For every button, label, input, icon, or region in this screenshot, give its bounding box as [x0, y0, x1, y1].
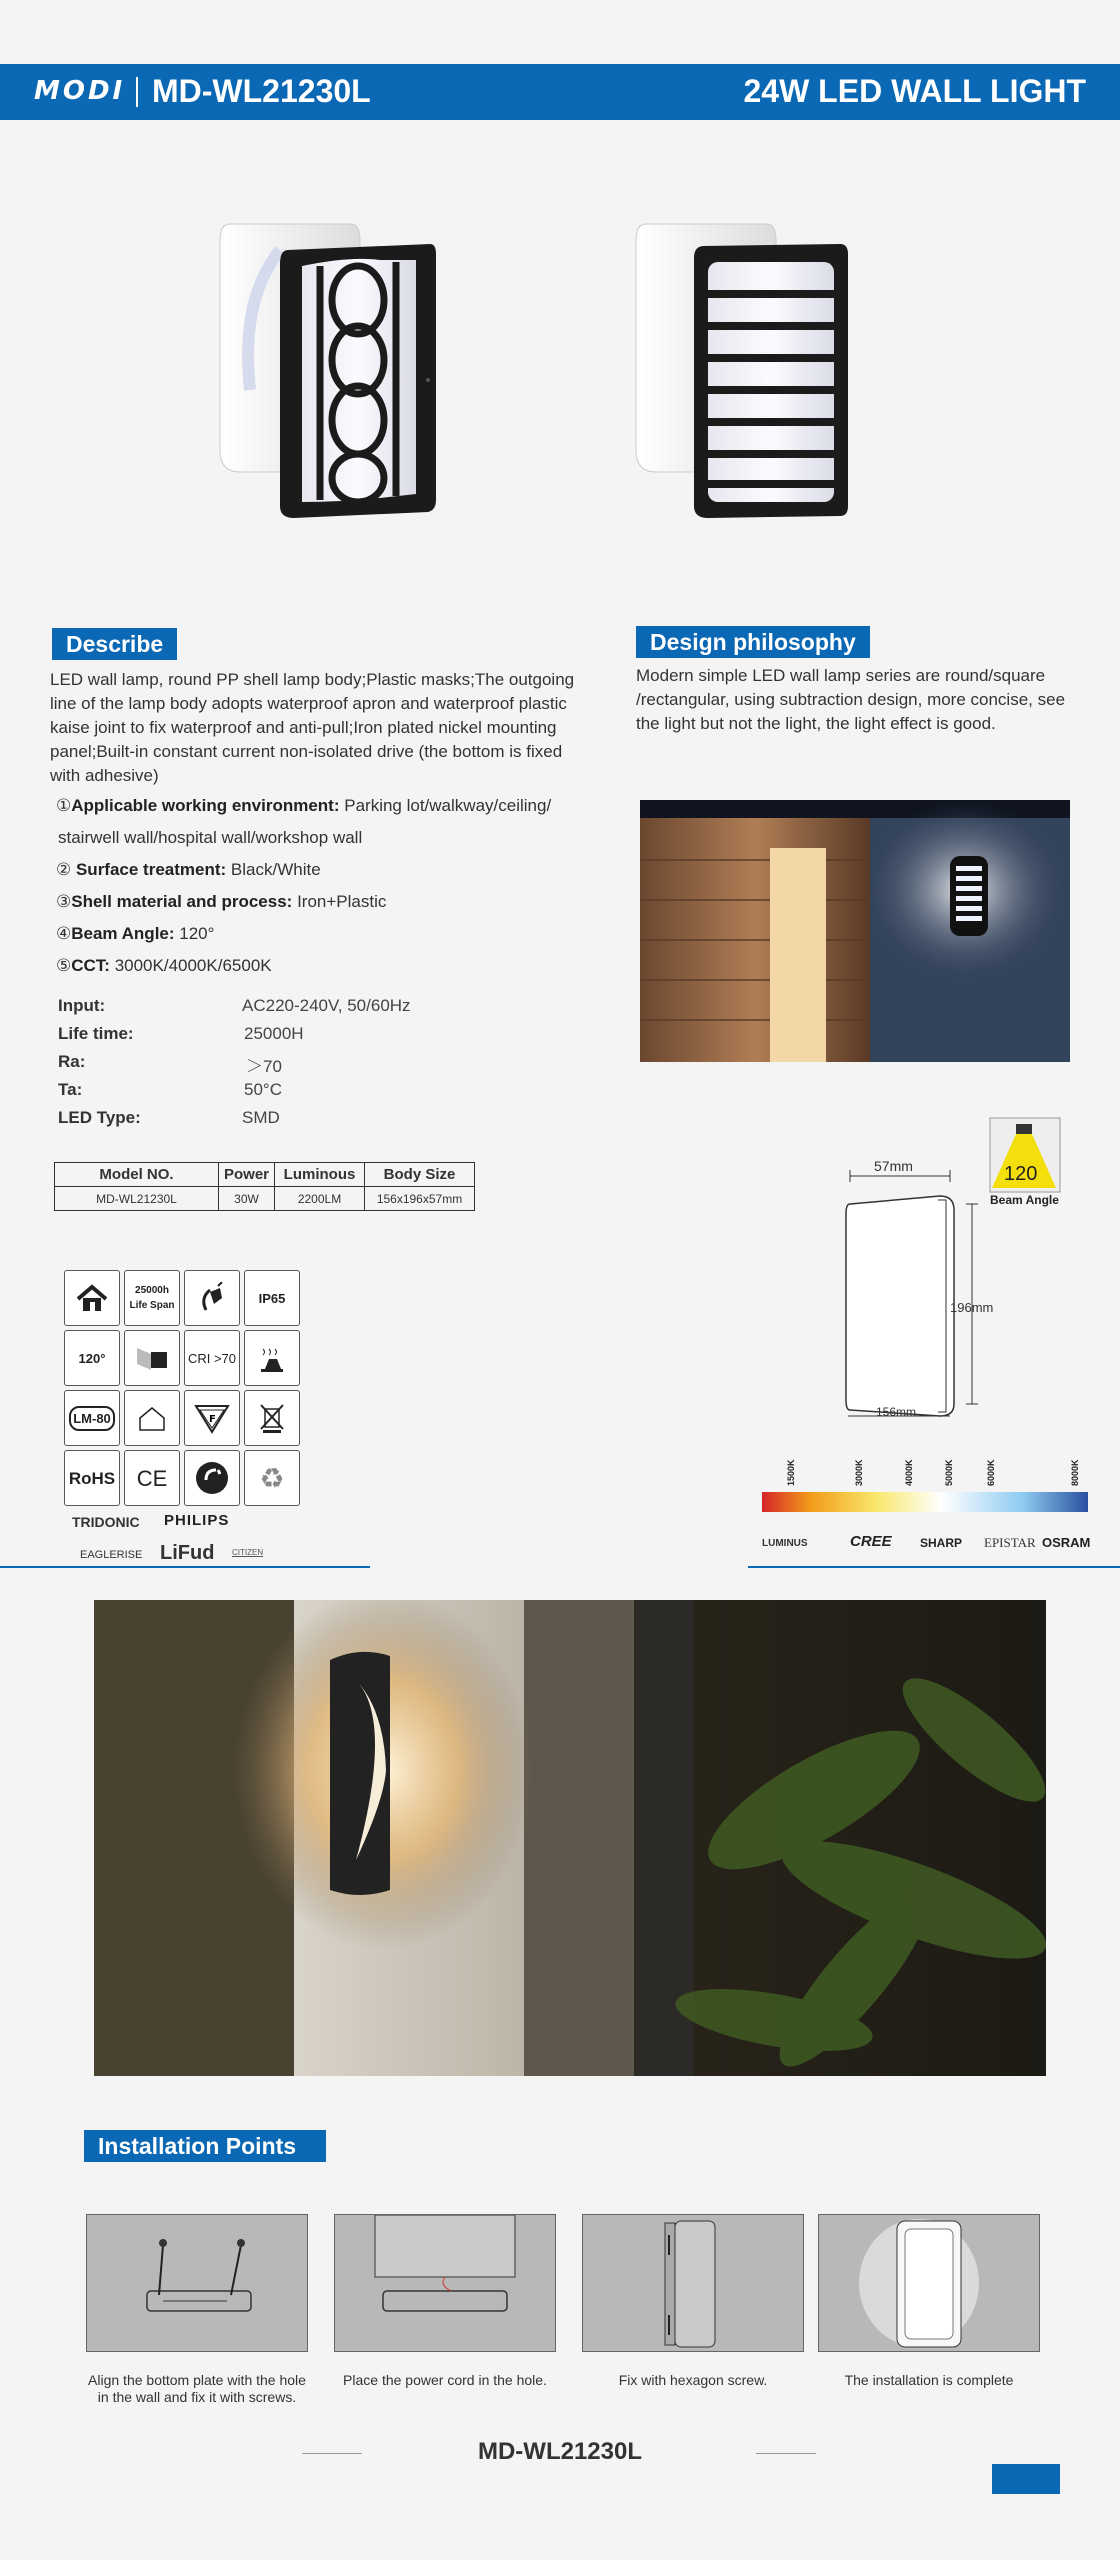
ce-icon: CE	[124, 1450, 180, 1506]
svg-text:F: F	[209, 1414, 216, 1425]
brand-philips: PHILIPS	[164, 1512, 230, 1529]
design-text: Modern simple LED wall lamp series are round/square /rectangular, using subtraction design, more concise, see the light but not the light, the light effect is good.	[636, 666, 1066, 733]
install-step-1-caption: Align the bottom plate with the hole in the wall and fix it with screws.	[88, 2372, 306, 2405]
spec-row: Ra: ＞70	[58, 1052, 282, 1076]
svg-text:156mm: 156mm	[876, 1405, 917, 1419]
left-divider	[0, 1566, 370, 1568]
table-header: Luminous	[275, 1163, 365, 1187]
heat-icon	[244, 1330, 300, 1386]
cct-tick: 5000K	[944, 1459, 954, 1486]
feature-item: stairwell wall/hospital wall/workshop wall	[58, 828, 363, 847]
spec-list	[58, 996, 478, 1136]
feature-item: ② Surface treatment: Black/White	[56, 860, 321, 879]
product-image-black-stripes	[626, 210, 866, 530]
application-photo	[640, 800, 1070, 1062]
cri-icon: CRI >70	[184, 1330, 240, 1386]
ip65-icon: IP65	[244, 1270, 300, 1326]
ctick-icon	[184, 1450, 240, 1506]
cct-tick: 3000K	[854, 1459, 864, 1486]
installation-heading: Installation Points	[84, 2130, 326, 2162]
describe-heading: Describe	[52, 628, 177, 660]
lifestyle-photo	[94, 1600, 1046, 2076]
brand-epistar: EPISTAR	[984, 1535, 1036, 1550]
footer-line-left	[302, 2453, 362, 2454]
model-table	[54, 1162, 475, 1211]
describe-text: LED wall lamp, round PP shell lamp body;Plastic masks;The outgoing line of the lamp body adopts waterproof apron and waterproof plastic kaise joint to fix waterproof and anti-pull;Iron plated nickel mounting panel;Built-in constant current non-isolated drive (the bottom is fixed with adhesive)	[50, 670, 575, 785]
install-step-4-image	[818, 2214, 1040, 2352]
svg-text:57mm: 57mm	[874, 1158, 913, 1174]
life-span-icon: 25000h Life Span	[124, 1270, 180, 1326]
f-mark-icon	[184, 1390, 240, 1446]
header-model: MD-WL21230L	[152, 73, 371, 109]
table-cell: 2200LM	[275, 1187, 365, 1211]
table-header: Model NO.	[55, 1163, 219, 1187]
brand-sharp: SHARP	[920, 1536, 963, 1550]
product-image-black-oval	[210, 210, 450, 530]
lm80-icon: LM-80	[64, 1390, 120, 1446]
brand-lifud: LiFud	[160, 1542, 215, 1564]
house-icon	[64, 1270, 120, 1326]
svg-text:196mm: 196mm	[950, 1300, 994, 1315]
cct-tick: 1500K	[786, 1459, 796, 1486]
plug-icon	[184, 1270, 240, 1326]
recycle-icon: ♻	[244, 1450, 300, 1506]
svg-text:Beam Angle: Beam Angle	[990, 1193, 1059, 1207]
beam-120-icon: 120°	[64, 1330, 120, 1386]
design-heading: Design philosophy	[636, 626, 870, 658]
spec-row: Ta: 50°C	[58, 1080, 282, 1099]
home-outline-icon	[124, 1390, 180, 1446]
cct-tick: 6000K	[986, 1459, 996, 1486]
footer-line-right	[756, 2453, 816, 2454]
header-divider	[136, 77, 138, 107]
table-cell: 156x196x57mm	[365, 1187, 475, 1211]
cct-tick: 4000K	[904, 1459, 914, 1486]
spec-row: LED Type: SMD	[58, 1108, 280, 1127]
svg-text:120: 120	[1004, 1163, 1038, 1185]
brand-logo: MODI	[34, 76, 126, 106]
feature-list	[56, 796, 616, 988]
spec-row: Life time: 25000H	[58, 1024, 304, 1043]
dimension-drawing	[830, 1116, 1070, 1436]
brand-tridonic: TRIDONIC	[72, 1514, 140, 1530]
footer-model: MD-WL21230L	[477, 2438, 643, 2465]
brand-cree: CREE	[850, 1533, 892, 1550]
footer-accent-block	[992, 2464, 1060, 2494]
feature-item: ③Shell material and process: Iron+Plastic	[56, 892, 387, 911]
table-header: Power	[219, 1163, 275, 1187]
spec-row: Input: AC220-240V, 50/60Hz	[58, 996, 411, 1015]
table-header: Body Size	[365, 1163, 475, 1187]
install-step-3-caption: Fix with hexagon screw.	[618, 2372, 768, 2388]
header-title: 24W LED WALL LIGHT	[743, 73, 1086, 109]
feature-item: ①Applicable working environment: Parking lot/walkway/ceiling/	[56, 796, 552, 815]
header-bar	[0, 64, 1120, 120]
table-cell: MD-WL21230L	[55, 1187, 219, 1211]
cube-icon	[124, 1330, 180, 1386]
brand-luminus: LUMINUS	[762, 1538, 808, 1549]
weee-icon	[244, 1390, 300, 1446]
install-step-2-caption: Place the power cord in the hole.	[343, 2372, 547, 2388]
certification-icon-grid	[64, 1270, 300, 1506]
cct-color-scale	[760, 1446, 1090, 1526]
install-step-2-image	[334, 2214, 556, 2352]
install-step-3-image	[582, 2214, 804, 2352]
brand-citizen: CITIZEN	[232, 1548, 264, 1557]
rohs-icon: RoHS	[64, 1450, 120, 1506]
install-step-1-image	[86, 2214, 308, 2352]
feature-item: ⑤CCT: 3000K/4000K/6500K	[56, 956, 272, 975]
brand-osram: OSRAM	[1042, 1535, 1091, 1550]
feature-item: ④Beam Angle: 120°	[56, 924, 215, 943]
install-step-4-caption: The installation is complete	[844, 2372, 1014, 2388]
cct-tick: 8000K	[1070, 1459, 1080, 1486]
right-divider	[748, 1566, 1120, 1568]
brand-eaglerise: EAGLERISE	[80, 1549, 143, 1561]
table-cell: 30W	[219, 1187, 275, 1211]
